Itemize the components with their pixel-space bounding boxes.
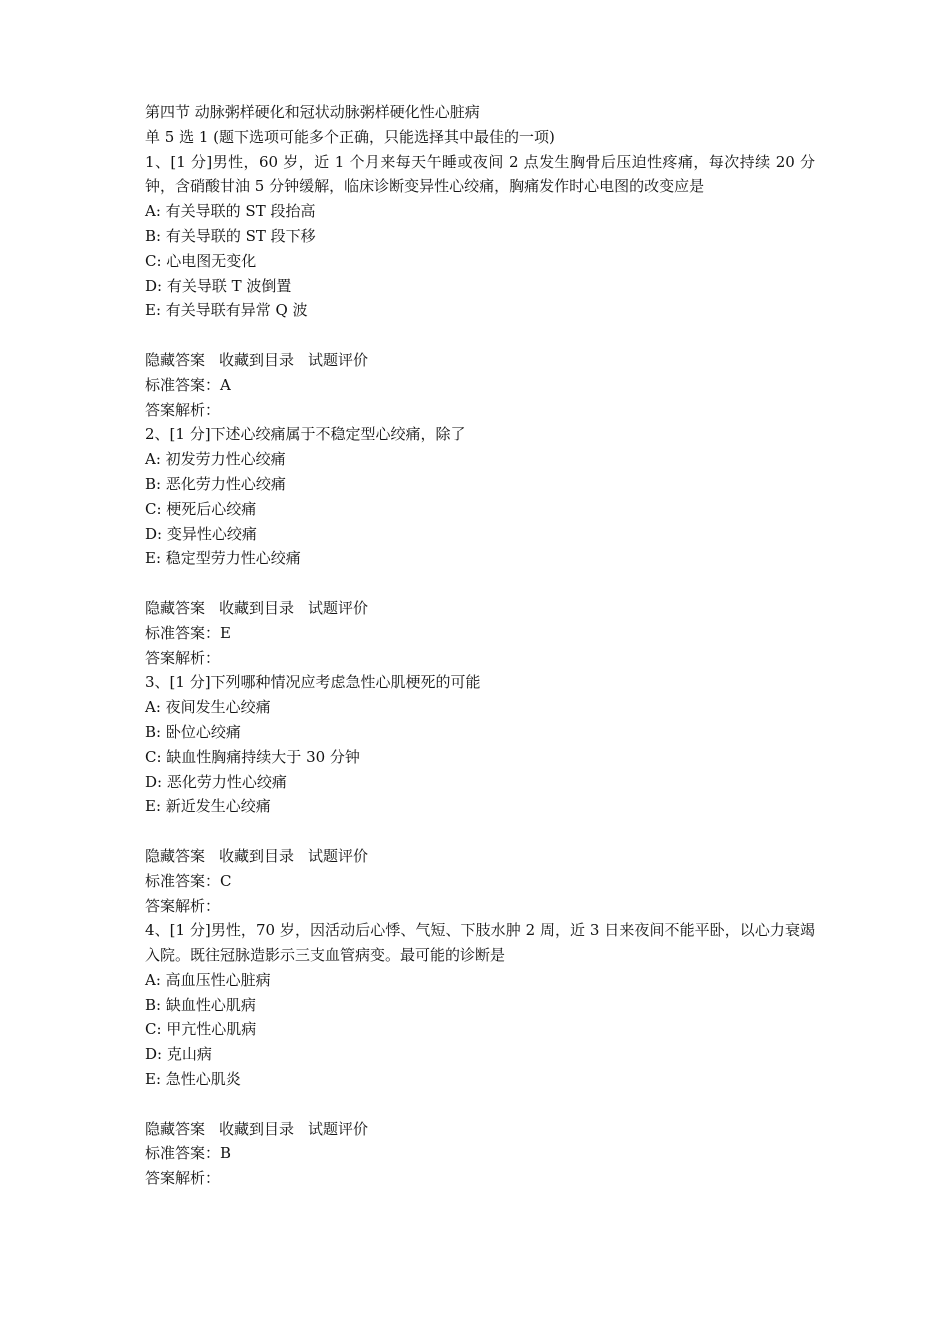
- question-3: [145, 670, 815, 918]
- option-a: A: 夜间发生心绞痛: [145, 698, 271, 717]
- rate-question-link[interactable]: 试题评价: [308, 846, 369, 865]
- spacer: [145, 819, 815, 844]
- question-2: [145, 422, 815, 670]
- option-a: A: 有关导联的 ST 段抬高: [145, 202, 316, 221]
- hide-answer-link[interactable]: 隐藏答案: [145, 350, 206, 369]
- option-e: E: 有关导联有异常 Q 波: [145, 301, 308, 320]
- option-a: A: 初发劳力性心绞痛: [145, 450, 286, 469]
- option-d: D: 恶化劳力性心绞痛: [145, 772, 287, 791]
- option-e: E: 新近发生心绞痛: [145, 797, 271, 816]
- add-to-catalog-link[interactable]: 收藏到目录: [219, 1119, 295, 1138]
- spacer: [145, 323, 815, 348]
- option-a: A: 高血压性心脏病: [145, 970, 271, 989]
- answer-analysis-label: 答案解析：: [145, 648, 221, 667]
- option-c: C: 甲亢性心肌病: [145, 1020, 257, 1039]
- option-d: D: 克山病: [145, 1045, 212, 1064]
- rate-question-link[interactable]: 试题评价: [308, 1119, 369, 1138]
- question-stem: 3、[1 分]下列哪种情况应考虑急性心肌梗死的可能: [145, 673, 481, 692]
- question-actions: [145, 1117, 815, 1142]
- add-to-catalog-link[interactable]: 收藏到目录: [219, 846, 295, 865]
- question-4: [145, 918, 815, 1191]
- hide-answer-link[interactable]: 隐藏答案: [145, 846, 206, 865]
- answer-value: A: [220, 375, 231, 394]
- option-b: B: 有关导联的 ST 段下移: [145, 226, 316, 245]
- answer-label: 标准答案：: [145, 375, 221, 394]
- instruction: 单 5 选 1 (题下选项可能多个正确，只能选择其中最佳的一项): [145, 127, 555, 146]
- option-d: D: 变异性心绞痛: [145, 524, 257, 543]
- question-stem: 4、[1 分]男性，70 岁，因活动后心悸、气短、下肢水肿 2 周，近 3 日来夜间不能平卧，以心力衰竭入院。既往冠脉造影示三支血管病变。最可能的诊断是: [145, 921, 815, 965]
- option-b: B: 恶化劳力性心绞痛: [145, 474, 286, 493]
- option-b: B: 缺血性心肌病: [145, 995, 256, 1014]
- spacer: [145, 571, 815, 596]
- answer-value: E: [220, 623, 231, 642]
- hide-answer-link[interactable]: 隐藏答案: [145, 598, 206, 617]
- standard-answer: [145, 1141, 815, 1166]
- answer-value: B: [220, 1144, 232, 1163]
- answer-label: 标准答案：: [145, 871, 221, 890]
- option-c: C: 缺血性胸痛持续大于 30 分钟: [145, 747, 360, 766]
- add-to-catalog-link[interactable]: 收藏到目录: [219, 598, 295, 617]
- answer-label: 标准答案：: [145, 1144, 221, 1163]
- spacer: [145, 1092, 815, 1117]
- rate-question-link[interactable]: 试题评价: [308, 598, 369, 617]
- answer-analysis-label: 答案解析：: [145, 400, 221, 419]
- hide-answer-link[interactable]: 隐藏答案: [145, 1119, 206, 1138]
- standard-answer: [145, 373, 815, 398]
- standard-answer: [145, 621, 815, 646]
- answer-analysis-label: 答案解析：: [145, 896, 221, 915]
- question-1: [145, 150, 815, 423]
- rate-question-link[interactable]: 试题评价: [308, 350, 369, 369]
- question-actions: [145, 844, 815, 869]
- section-title: 第四节 动脉粥样硬化和冠状动脉粥样硬化性心脏病: [145, 103, 480, 121]
- question-stem: 1、[1 分]男性，60 岁，近 1 个月来每天午睡或夜间 2 点发生胸骨后压迫性疼痛，每次持续 20 分钟，含硝酸甘油 5 分钟缓解，临床诊断变异性心绞痛，胸痛发作时心电图的改变应是: [145, 152, 815, 196]
- option-b: B: 卧位心绞痛: [145, 722, 241, 741]
- question-actions: [145, 348, 815, 373]
- add-to-catalog-link[interactable]: 收藏到目录: [219, 350, 295, 369]
- option-e: E: 急性心肌炎: [145, 1070, 241, 1089]
- option-d: D: 有关导联 T 波倒置: [145, 276, 292, 295]
- option-e: E: 稳定型劳力性心绞痛: [145, 549, 301, 568]
- answer-value: C: [220, 871, 232, 890]
- document-page: [145, 100, 815, 1191]
- option-c: C: 心电图无变化: [145, 251, 257, 270]
- option-c: C: 梗死后心绞痛: [145, 499, 257, 518]
- question-stem: 2、[1 分]下述心绞痛属于不稳定型心绞痛，除了: [145, 425, 466, 444]
- answer-label: 标准答案：: [145, 623, 221, 642]
- question-actions: [145, 596, 815, 621]
- answer-analysis-label: 答案解析：: [145, 1169, 221, 1188]
- standard-answer: [145, 869, 815, 894]
